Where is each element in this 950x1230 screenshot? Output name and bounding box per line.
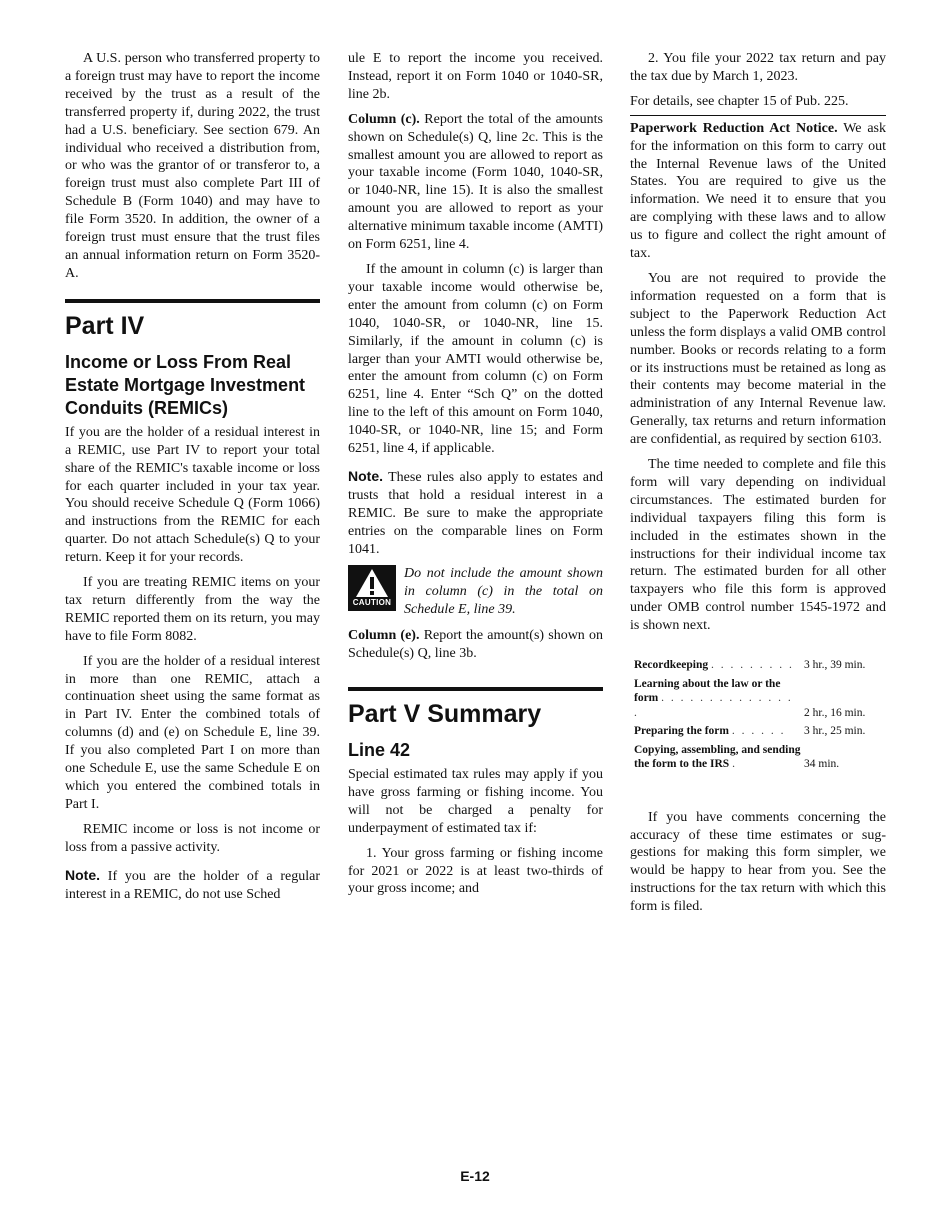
regular-interest-note	[65, 867, 320, 904]
paperwork-reduction-notice	[630, 120, 886, 263]
burden-time: 3 hr., 39 min.	[804, 659, 866, 672]
note-text: These rules also apply to estates and trusts that hold a residual interest in a REMIC. Be sure to make the appropriate entries on the comparable lines on Form 1041.	[348, 469, 603, 557]
leader-dots: .	[732, 758, 737, 771]
note-label: Note.	[65, 866, 100, 883]
burden-activity	[634, 676, 802, 724]
burden-activity-label: Recordkeeping	[634, 659, 709, 672]
caution-box	[348, 565, 603, 619]
column-2	[348, 50, 603, 905]
paperwork-label: Paperwork Reduction Act Notice.	[630, 120, 838, 136]
burden-row	[634, 742, 884, 775]
caution-text: Do not include the amount shown in column (c) in the total on Schedule E, line 39.	[404, 566, 603, 618]
leader-dots: . . . . . . . . .	[710, 659, 794, 672]
part-v-title: Part V Summary	[348, 700, 542, 728]
burden-row	[634, 676, 884, 724]
remic-paragraph-1: If you are the holder of a residual interest in a REMIC, use Part IV to report your total share of the REMIC's taxable income or loss for each quarter included in your tax year. You should receive Schedule Q (Form 1066) and instructions from the REMIC for each quarter. Do not attach Schedule(s) Q to your return. Keep it for your records.	[65, 424, 320, 566]
paperwork-text: We ask for the information on this form to carry out the Internal Revenue laws of the United States. You are required to give us the information. We need it to ensure that you are complying with these laws and to allow us to figure and collect the right amount of tax.	[630, 120, 886, 262]
special-estimated-tax-paragraph: Special estimated tax rules may apply if you have gross farming or fishing income. You will not be charged a penalty for underpayment of estimated tax if:	[348, 767, 603, 836]
continued-paragraph: ule E to report the income you received. Instead, report it on Form 1040 or 1040-SR, line 2b.	[348, 51, 603, 102]
column-e-text: Report the amount(s) shown on Schedule(s) Q, line 3b.	[348, 628, 604, 662]
burden-time: 3 hr., 25 min.	[804, 725, 866, 738]
comments-paragraph: If you have comments concerning the accuracy of these time estimates or suggestions for making this form simpler, we would be happy to hear from you. See the instructions for the tax return with which this form is filed.	[630, 809, 886, 915]
estates-trusts-note	[348, 468, 603, 559]
note-label: Note.	[348, 467, 383, 484]
burden-activity-label: Preparing the form	[634, 725, 729, 738]
burden-activity	[634, 742, 802, 775]
details-reference: For details, see chapter 15 of Pub. 225.	[630, 93, 849, 109]
burden-activity-label: Copying, assembling, and sending the form to the IRS	[634, 743, 801, 771]
time-estimate-paragraph: The time needed to complete and file this form will vary depending on individual circumstances. The estimated burden for individual taxpayers filing this form is included in the estimates shown in the instructions for their individual income tax return. The estimated burden for all other taxpayers who file this form is approved under OMB control number 1545-1972 and is shown next.	[630, 457, 886, 634]
burden-row	[634, 723, 884, 742]
burden-table	[634, 657, 884, 775]
leader-dots: . . . . . .	[731, 725, 786, 738]
burden-row	[634, 657, 884, 676]
condition-item-2: 2. You file your 2022 tax return and pay the tax due by March 1, 2023.	[630, 51, 886, 84]
column-c-larger-paragraph: If the amount in column (c) is larger than your taxable income would otherwise be, enter the amount from column (c) on Form 1040, 1040-SR, or 1040-NR, line 15. Similarly, if the amount in column (c) is larger than your AMTI would otherwise be, enter the amount from column (c) on Form 6251, line 4. Enter “Sch Q” on the dotted line to the left of this amount on Form 1040, 1040-SR, or 1040-NR, line 15; and Form 6251, line 4, if applicable.	[348, 261, 603, 457]
column-c-text: Report the total of the amounts shown on Schedule(s) Q, line 2c. This is the smallest amount you are allowed to report as your taxable income (Form 1040, 1040-SR, or 1040-NR, line 15). It is also the smallest amount you are allowed to report as your alternative minimum taxable income (AMTI) on Form 6251, line 4.	[348, 111, 604, 253]
part-v-section	[348, 687, 603, 762]
caution-label: CAUTION	[352, 598, 392, 608]
remic-paragraph-3: If you are the holder of a residual interest in more than one REMIC, attach a continuation sheet using the same format as in Part IV. Enter the combined totals of columns (d) and (e) on Schedule E, line 39. If you also completed Part I on more than one Schedule E, use the same Schedule E on which you entered the combined totals in Part I.	[65, 653, 320, 812]
remic-paragraph-4: REMIC income or loss is not income or loss from a passive activity.	[65, 821, 320, 855]
burden-activity	[634, 657, 802, 676]
column-c-label: Column (c).	[348, 111, 420, 127]
part-iv-section	[65, 299, 320, 420]
divider	[630, 115, 886, 116]
leader-dots: . . . . . . . . . . . . . . .	[634, 692, 793, 719]
omb-paragraph: You are not required to provide the information requested on a form that is subject to the Paperwork Reduction Act unless the form displays a valid OMB control number. Books or records relating to a form or its instructions must be retained as long as their contents may become material in the administration of any Internal Revenue law. Generally, tax returns and return information are confidential, as required by section 6103.	[630, 270, 886, 448]
line-42-heading: Line 42	[348, 740, 411, 760]
column-1	[65, 50, 320, 910]
burden-activity-label: Learning about the law or the form	[634, 677, 781, 705]
burden-activity	[634, 723, 802, 742]
caution-icon	[348, 565, 396, 611]
foreign-trust-paragraph: A U.S. person who transferred property to a foreign trust may have to report the income received by the trust as a result of the transferred property if, during 2022, the trust had a U.S. beneficiary. See section 679. An individual who received a distribution from, or who was the grantor of or transferor to, a foreign trust must also complete Part III of Schedule B (Form 1040) and may have to file Form 3520. In addition, the owner of a foreign trust must ensure that the trust files an annual information return on Form 3520-A.	[65, 51, 320, 281]
warning-triangle-icon	[355, 568, 389, 598]
column-e-paragraph	[348, 627, 603, 663]
burden-time: 34 min.	[804, 758, 840, 771]
page-number: E-12	[460, 1168, 490, 1184]
column-c-paragraph	[348, 111, 603, 254]
part-iv-title: Part IV	[65, 311, 145, 340]
remic-paragraph-2: If you are treating REMIC items on your tax return differently from the way the REMIC reported them on its return, you may have to file Form 8082.	[65, 575, 320, 644]
burden-time: 2 hr., 16 min.	[804, 706, 866, 719]
condition-item-1: 1. Your gross farming or fishing income for 2021 or 2022 is at least two-thirds of your gross income; and	[348, 845, 603, 897]
note-text: If you are the holder of a regular interest in a REMIC, do not use Sched	[65, 868, 320, 902]
column-e-label: Column (e).	[348, 628, 420, 644]
part-iv-subtitle: Income or Loss From Real Estate Mortgage Investment Conduits (REMICs)	[65, 351, 306, 418]
column-3	[630, 50, 886, 923]
